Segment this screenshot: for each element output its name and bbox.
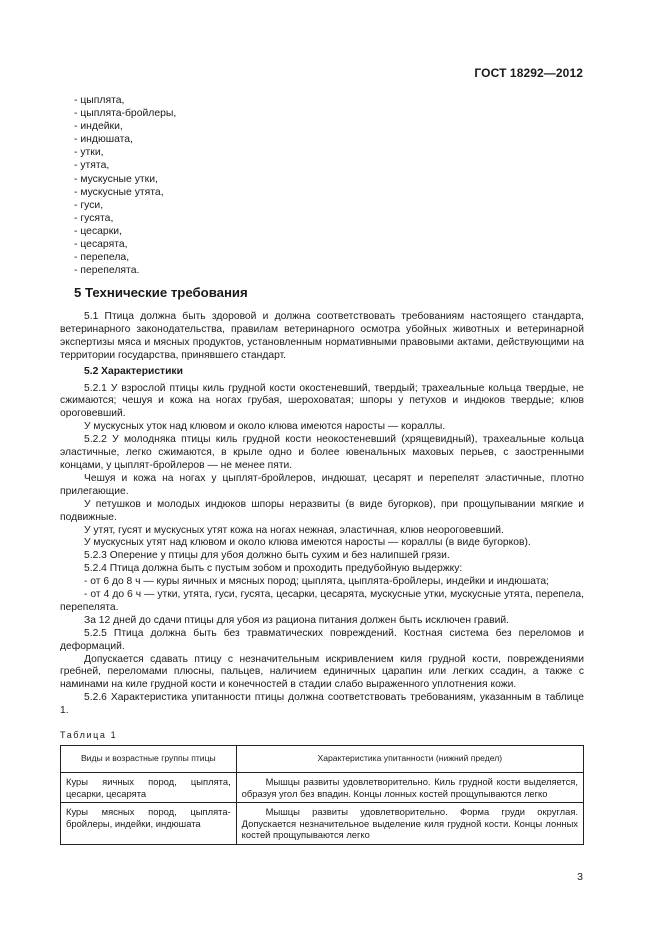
section-body [60, 311, 584, 718]
table-cell: Мышцы развиты удовлетворительно. Киль грудной кости выделяется, образуя угол без впадин. Концы лонных костей прощупываются легко [236, 773, 583, 803]
subsection-heading: 5.2 Характеристики [84, 365, 183, 377]
paragraph: - от 6 до 8 ч — куры яичных и мясных пород; цыплята, цыплята-бройлеры, индейки и индюшата; [84, 576, 549, 588]
paragraph: Чешуя и кожа на ногах у цыплят-бройлеров, индюшат, цесарят и перепелят эластичные, плотно прилегающие. [60, 472, 584, 497]
list-item: - гусята, [74, 212, 114, 224]
paragraph: Допускается сдавать птицу с незначительным искривлением киля грудной кости, повреждениями гребней, переломами плюсны, пальцев, наличием единичных царапин или легких ссадин, а также с наминами на киле грудной кости и конечностей в стадии слабо выраженного уплотнения кожи. [60, 653, 584, 691]
list-item: - цесарята, [74, 239, 128, 251]
list-item: - гуси, [74, 199, 104, 211]
paragraph: У утят, гусят и мускусных утят кожа на ногах нежная, эластичная, клюв неороговевший. [84, 524, 504, 536]
table-row [61, 773, 584, 803]
paragraph: У мускусных уток над клювом и около клюва имеются наросты — кораллы. [84, 421, 446, 433]
paragraph: У петушков и молодых индюков шпоры неразвиты (в виде бугорков), при прощупывании мягкие и подвижные. [60, 498, 584, 523]
paragraph-5-2-5: 5.2.5 Птица должна быть без травматических повреждений. Костная система без переломов и деформаций. [60, 627, 584, 652]
paragraph-5-1: 5.1 Птица должна быть здоровой и должна соответствовать требованиям настоящего стандарта, ветеринарного законодательства, правилам ветеринарного осмотра убойных животных и ветеринарной экспертизы мяса и мясных продуктов, установленным нормативными правовыми актами, действующими на территории государства, принявшего стандарт. [60, 311, 584, 361]
list-item: - индейки, [74, 121, 123, 133]
list-item: - мускусные утки, [74, 173, 158, 185]
list-item: - индюшата, [74, 134, 133, 146]
page-number: 3 [577, 871, 583, 883]
list-item: - цыплята, [74, 95, 125, 106]
table-header-row [61, 746, 584, 773]
list-item: - перепелята. [74, 265, 140, 277]
list-item: - цыплята-бройлеры, [74, 108, 177, 120]
paragraph: - от 4 до 6 ч — утки, утята, гуси, гусята, цесарки, цесарята, мускусные утки, мускусные утята, перепела, перепелята. [60, 589, 584, 613]
list-item: - утки, [74, 147, 104, 159]
fatness-table [60, 745, 584, 845]
paragraph-5-2-2: 5.2.2 У молодняка птицы киль грудной кости неокостеневший (хрящевидный), трахеальные кольца эластичные, легко сжимаются, в крыле одно и более ювенальных маховых перьев, с заостренными концами, у цыплят-бройлеров — не менее пяти. [60, 434, 584, 471]
section-heading: 5 Технические требования [74, 285, 248, 300]
table-header-cell: Виды и возрастные группы птицы [61, 746, 237, 773]
table-cell: Куры мясных пород, цыплята-бройлеры, индейки, индюшата [61, 803, 237, 845]
paragraph: За 12 дней до сдачи птицы для убоя из рациона питания должен быть исключен гравий. [84, 614, 509, 626]
table-header-cell: Характеристика упитанности (нижний предел) [236, 746, 583, 773]
list-item: - цесарки, [74, 225, 122, 237]
paragraph-5-2-3: 5.2.3 Оперение у птицы для убоя должно быть сухим и без налипшей грязи. [84, 550, 450, 562]
list-item: - перепела, [74, 252, 130, 264]
bird-list [74, 94, 176, 277]
table-row [61, 803, 584, 845]
paragraph-5-2-6: 5.2.6 Характеристика упитанности птицы должна соответствовать требованиям, указанным в таблице 1. [60, 692, 584, 717]
table-caption: Таблица 1 [60, 730, 118, 740]
paragraph: У мускусных утят над клювом и около клюва имеются наросты — кораллы (в виде бугорков). [84, 537, 531, 549]
table-cell: Мышцы развиты удовлетворительно. Форма груди округлая. Допускается незначительное выделение киля грудной кости. Концы лонных костей прощупываются легко [236, 803, 583, 845]
list-item: - утята, [74, 160, 110, 172]
document-code: ГОСТ 18292—2012 [474, 66, 583, 80]
table-cell: Куры яичных пород, цыплята, цесарки, цесарята [61, 773, 237, 803]
paragraph-5-2-1: 5.2.1 У взрослой птицы киль грудной кости окостеневший, твердый; трахеальные кольца твердые, не сжимаются; чешуя и кожа на ногах грубая, шероховатая; шпоры у петухов и индюков твердые; клюв ороговевший. [60, 382, 584, 420]
list-item: - мускусные утята, [74, 186, 164, 198]
paragraph-5-2-4: 5.2.4 Птица должна быть с пустым зобом и проходить предубойную выдержку: [84, 563, 463, 575]
